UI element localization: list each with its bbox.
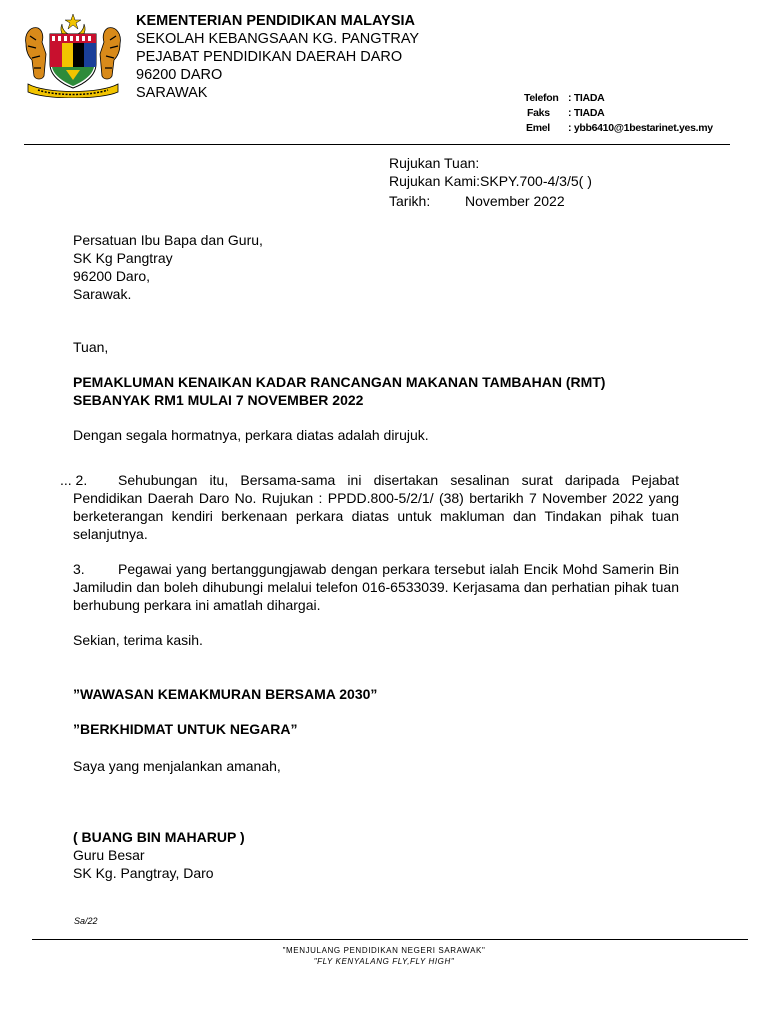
school-name: SEKOLAH KEBANGSAAN KG. PANGTRAY — [136, 31, 420, 47]
subject — [73, 373, 605, 409]
paragraph-3: Pegawai yang bertanggungjawab dengan perkara tersebut ialah Encik Mohd Samerin Bin Jamiludin dan boleh dihubungi melalui telefon 016-6533039. Kerjasama dan perhatian pihak tuan berhubung perkara ini amatlah dihargai. — [73, 561, 679, 613]
contact-fax — [524, 106, 713, 121]
signatory-school: SK Kg. Pangtray, Daro — [73, 865, 214, 881]
date-value: November 2022 — [465, 193, 565, 209]
recipient-line: SK Kg Pangtray — [73, 250, 173, 266]
salutation: Tuan, — [73, 339, 109, 355]
signatory-name: ( BUANG BIN MAHARUP ) — [73, 829, 245, 845]
recipient-line: Sarawak. — [73, 286, 132, 302]
footer-divider — [32, 939, 748, 940]
paragraph-1: Dengan segala hormatnya, perkara diatas adalah dirujuk. — [73, 427, 429, 443]
footer-slogan-1: "MENJULANG PENDIDIKAN NEGERI SARAWAK" — [282, 946, 486, 955]
our-reference: Rujukan Kami:SKPY.700-4/3/5( ) — [389, 173, 592, 189]
contact-value: : TIADA — [568, 92, 605, 104]
state-name: SARAWAK — [136, 85, 208, 101]
contact-label: Telefon — [524, 92, 559, 104]
ministry-name: KEMENTERIAN PENDIDIKAN MALAYSIA — [136, 13, 416, 29]
header-divider — [24, 144, 730, 145]
contact-phone — [524, 91, 713, 106]
coat-of-arms-logo — [22, 14, 124, 98]
contact-label: Faks — [527, 107, 550, 119]
recipient-line: 96200 Daro, — [73, 268, 151, 284]
subject-line: SEBANYAK RM1 MULAI 7 NOVEMBER 2022 — [73, 392, 364, 408]
motto-vision: ”WAWASAN KEMAKMURAN BERSAMA 2030” — [73, 686, 378, 702]
motto-service: ”BERKHIDMAT UNTUK NEGARA” — [73, 721, 298, 737]
contact-value: : TIADA — [568, 107, 605, 119]
office-name: PEJABAT PENDIDIKAN DAERAH DARO — [136, 49, 403, 65]
paragraph-2-marker: ... 2. — [60, 472, 88, 488]
recipient-line: Persatuan Ibu Bapa dan Guru, — [73, 232, 263, 248]
contact-email — [524, 121, 713, 136]
contact-block — [524, 91, 713, 136]
recipient-address — [73, 231, 263, 303]
date-line — [389, 192, 565, 210]
postcode-city: 96200 DARO — [136, 67, 223, 83]
your-reference: Rujukan Tuan: — [389, 155, 480, 171]
closing-text: Sekian, terima kasih. — [73, 632, 203, 648]
date-label: Tarikh: — [389, 193, 431, 209]
signoff-text: Saya yang menjalankan amanah, — [73, 758, 281, 774]
contact-label: Emel — [526, 122, 550, 134]
contact-value: : ybb6410@1bestarinet.yes.my — [568, 122, 713, 134]
paragraph-3-number: 3. — [73, 561, 85, 577]
initials: Sa/22 — [74, 916, 98, 926]
subject-line: PEMAKLUMAN KENAIKAN KADAR RANCANGAN MAKANAN TAMBAHAN (RMT) — [73, 374, 606, 390]
footer-slogan-2: "FLY KENYALANG FLY,FLY HIGH" — [313, 957, 455, 966]
signatory-title: Guru Besar — [73, 847, 145, 863]
paragraph-2: Sehubungan itu, Bersama-sama ini disertakan sesalinan surat daripada Pejabat Pendidikan Daerah Daro No. Rujukan : PPDD.800-5/2/1/ (38) bertarikh 7 November 2022 yang berketerangan kendiri berkenaan perkara diatas untuk makluman dan Tindakan pihak tuan selanjutnya. — [73, 472, 679, 542]
